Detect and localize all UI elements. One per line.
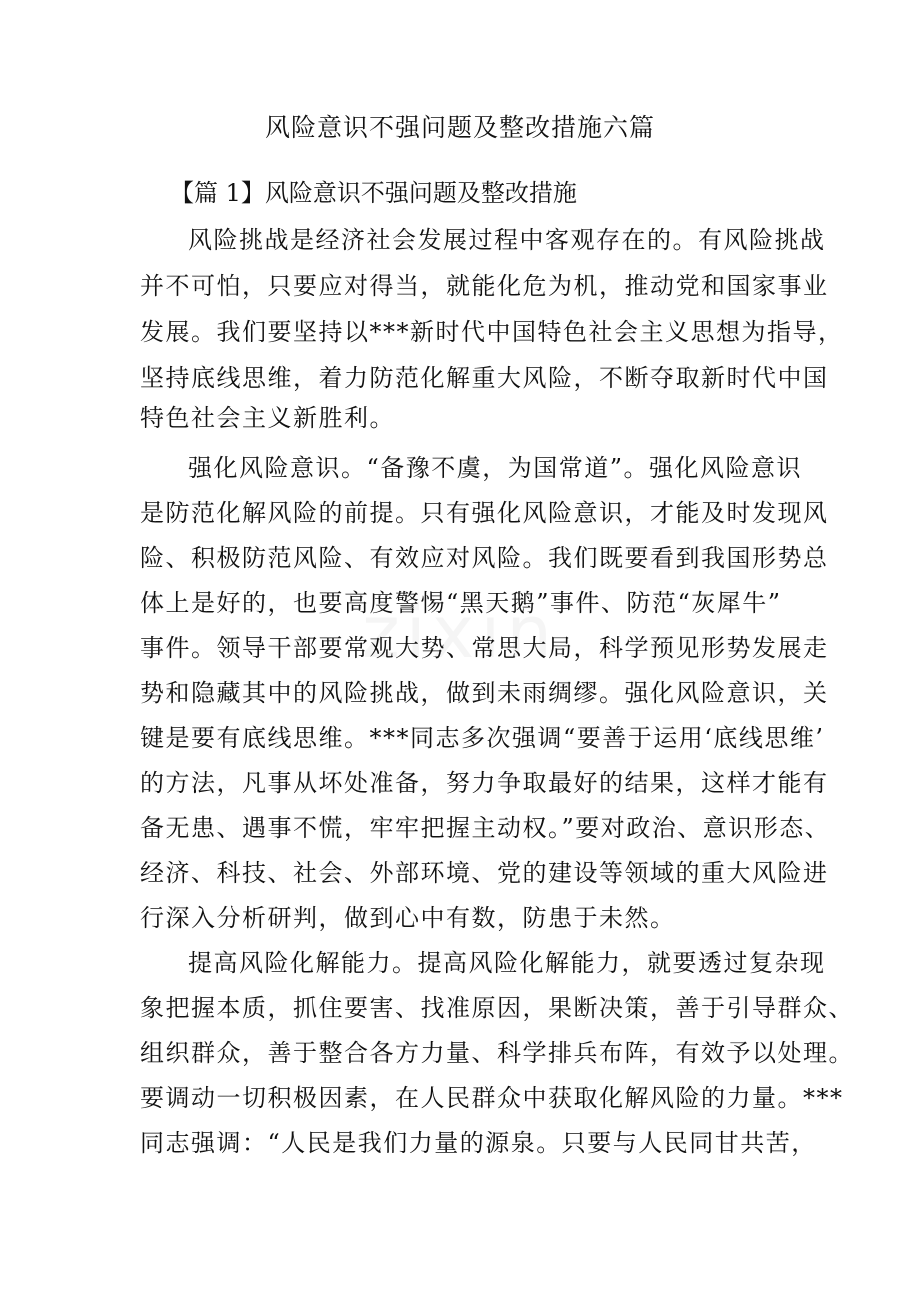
paragraph-line: 事件。领导干部要常观大势、常思大局，科学预见形势发展走 bbox=[140, 634, 829, 662]
paragraph-line: 经济、科技、社会、外部环境、党的建设等领域的重大风险进 bbox=[140, 859, 829, 887]
paragraph-line: 提高风险化解能力。提高风险化解能力，就要透过复杂现 bbox=[188, 949, 826, 977]
paragraph-line: 强化风险意识。“备豫不虞，为国常道”。强化风险意识 bbox=[188, 454, 803, 482]
paragraph-line: 备无患、遇事不慌，牢牢把握主动权。”要对政治、意识形态、 bbox=[140, 814, 831, 842]
paragraph-line: 的方法，凡事从坏处准备，努力争取最好的结果，这样才能有 bbox=[140, 769, 829, 797]
section-heading: 【篇 1】风险意识不强问题及整改措施 bbox=[170, 179, 577, 207]
paragraph-line: 键是要有底线思维。***同志多次强调“要善于运用‘底线思维’ bbox=[140, 724, 825, 752]
paragraph-line: 势和隐藏其中的风险挑战，做到未雨绸缪。强化风险意识，关 bbox=[140, 679, 829, 707]
paragraph-line: 要调动一切积极因素，在人民群众中获取化解风险的力量。*** bbox=[140, 1084, 844, 1112]
paragraph-line: 坚持底线思维，着力防范化解重大风险，不断夺取新时代中国 bbox=[140, 364, 829, 392]
paragraph-line: 发展。我们要坚持以***新时代中国特色社会主义思想为指导， bbox=[140, 318, 844, 346]
paragraph-line: 同志强调：“人民是我们力量的源泉。只要与人民同甘共苦， bbox=[140, 1129, 817, 1157]
paragraph-line: 是防范化解风险的前提。只有强化风险意识，才能及时发现风 bbox=[140, 499, 829, 527]
paragraph-line: 体上是好的，也要高度警惕“黑天鹅”事件、防范“灰犀牛” bbox=[140, 589, 782, 617]
paragraph-line: 象把握本质，抓住要害、找准原因，果断决策，善于引导群众、 bbox=[140, 994, 854, 1022]
paragraph-line: 险、积极防范风险、有效应对风险。我们既要看到我国形势总 bbox=[140, 544, 829, 572]
document-title: 风险意识不强问题及整改措施六篇 bbox=[264, 113, 655, 142]
paragraph-line: 特色社会主义新胜利。 bbox=[140, 404, 395, 432]
paragraph-line: 并不可怕，只要应对得当，就能化危为机，推动党和国家事业 bbox=[140, 272, 829, 300]
paragraph-line: 组织群众，善于整合各方力量、科学排兵布阵，有效予以处理。 bbox=[140, 1039, 854, 1067]
paragraph-line: 风险挑战是经济社会发展过程中客观存在的。有风险挑战 bbox=[188, 226, 826, 254]
paragraph-line: 行深入分析研判，做到心中有数，防患于未然。 bbox=[140, 904, 676, 932]
